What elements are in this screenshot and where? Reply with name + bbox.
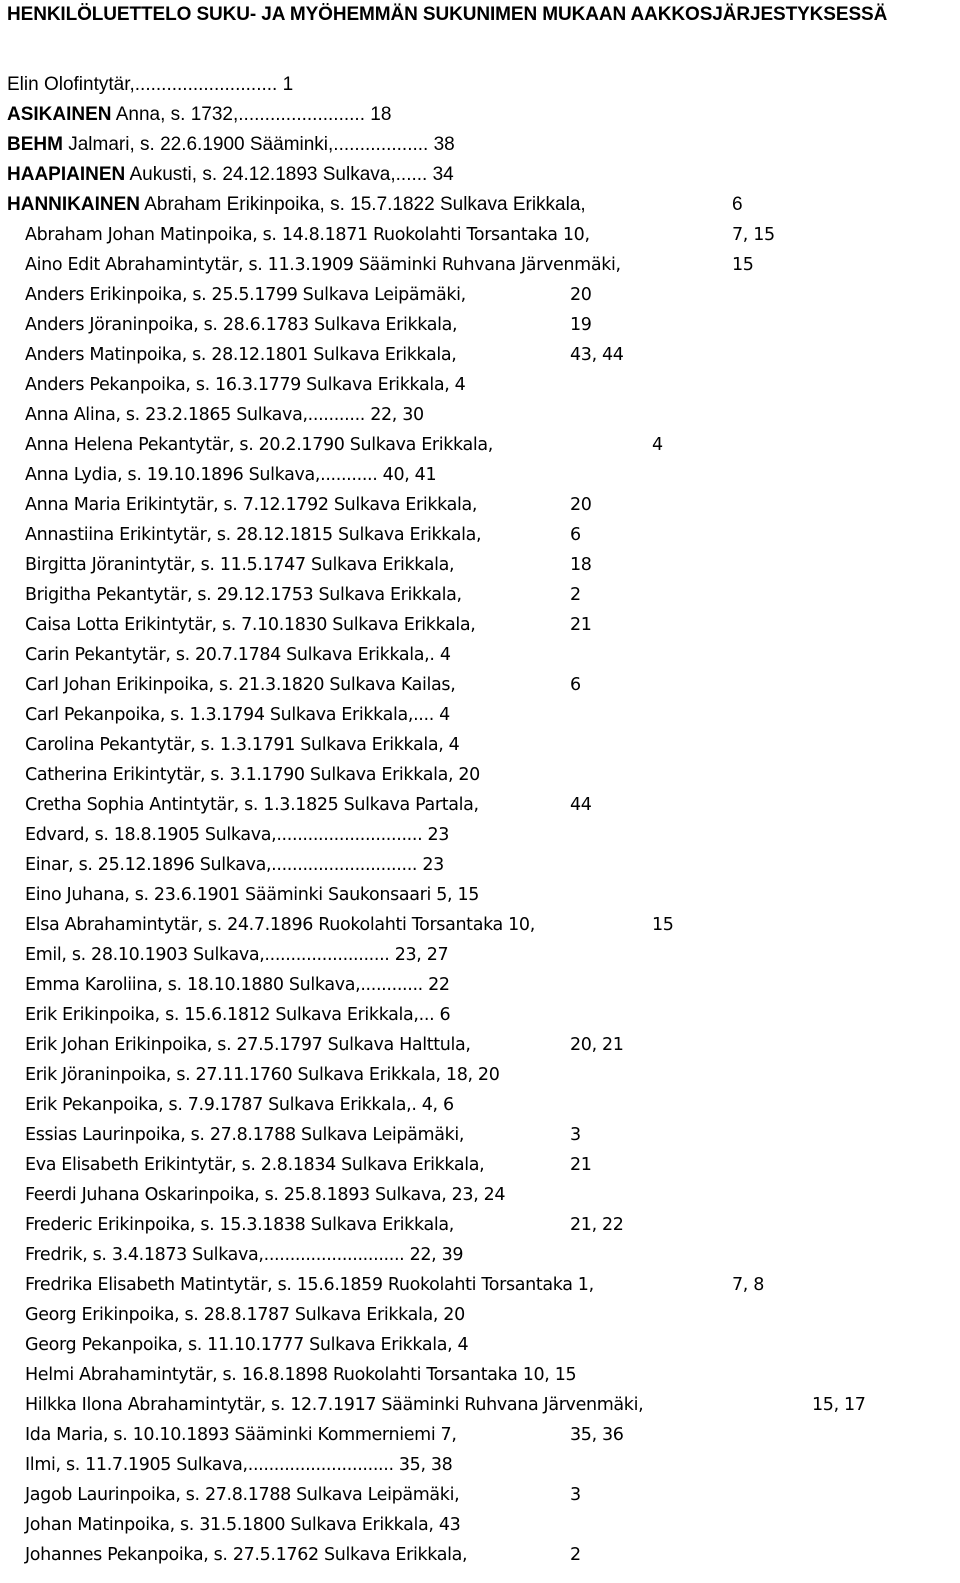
page-reference: 6 <box>570 525 581 545</box>
list-item <box>0 130 960 160</box>
person-entry-text <box>25 970 450 1000</box>
person-entry-text <box>25 250 621 280</box>
surname-label: ASIKAINEN <box>7 104 112 125</box>
entry-details: Erik Johan Erikinpoika, s. 27.5.1797 Sulkava Halttula, <box>25 1035 471 1055</box>
person-entry-text <box>7 190 586 220</box>
person-entry-text <box>25 1120 464 1150</box>
person-entry-text <box>25 730 459 760</box>
person-entry-text <box>25 940 448 970</box>
list-item <box>0 1150 960 1180</box>
list-item <box>0 70 960 100</box>
person-entry-text <box>25 490 477 520</box>
page-reference: 44 <box>570 795 592 815</box>
list-item <box>0 1120 960 1150</box>
list-item <box>0 1060 960 1090</box>
person-entry-text <box>25 400 424 430</box>
entry-details: Abraham Johan Matinpoika, s. 14.8.1871 Ruokolahti Torsantaka 10, <box>25 225 590 245</box>
person-entry-text <box>25 1270 594 1300</box>
person-entry-text <box>7 130 455 160</box>
person-entry-text <box>25 1390 643 1420</box>
person-entry-text <box>25 1450 452 1480</box>
list-item <box>0 250 960 280</box>
entry-details: Brigitha Pekantytär, s. 29.12.1753 Sulkava Erikkala, <box>25 585 462 605</box>
person-entry-text <box>25 700 450 730</box>
person-entry-text <box>25 1030 471 1060</box>
person-entry-text <box>25 1360 576 1390</box>
list-item <box>0 640 960 670</box>
entry-details: Anders Pekanpoika, s. 16.3.1779 Sulkava Erikkala, 4 <box>25 375 466 395</box>
list-item <box>0 490 960 520</box>
person-entry-text <box>25 670 455 700</box>
list-item <box>0 190 960 220</box>
entry-details: Johannes Pekanpoika, s. 27.5.1762 Sulkava Erikkala, <box>25 1545 468 1565</box>
page-reference: 6 <box>732 194 743 215</box>
entry-details: Annastiina Erikintytär, s. 28.12.1815 Sulkava Erikkala, <box>25 525 482 545</box>
entry-details: Emil, s. 28.10.1903 Sulkava,........................ 23, 27 <box>25 945 449 965</box>
entry-details: Birgitta Jöranintytär, s. 11.5.1747 Sulkava Erikkala, <box>25 555 455 575</box>
person-entry-text <box>25 1300 465 1330</box>
page-reference: 20 <box>570 285 592 305</box>
page-reference: 3 <box>570 1125 581 1145</box>
page-reference: 21 <box>570 615 592 635</box>
entry-details: Fredrik, s. 3.4.1873 Sulkava,........................... 22, 39 <box>25 1245 464 1265</box>
person-entry-text <box>25 1000 450 1030</box>
list-item <box>0 850 960 880</box>
entry-details: Eva Elisabeth Erikintytär, s. 2.8.1834 Sulkava Erikkala, <box>25 1155 485 1175</box>
entry-details: Einar, s. 25.12.1896 Sulkava,............................ 23 <box>25 855 444 875</box>
person-entry-text <box>25 640 451 670</box>
list-item <box>0 760 960 790</box>
entry-details: Feerdi Juhana Oskarinpoika, s. 25.8.1893 Sulkava, 23, 24 <box>25 1185 506 1205</box>
surname-label: BEHM <box>7 134 63 155</box>
list-item <box>0 1210 960 1240</box>
page-reference: 7, 8 <box>732 1275 764 1295</box>
list-item <box>0 400 960 430</box>
entry-details: Anders Erikinpoika, s. 25.5.1799 Sulkava Leipämäki, <box>25 285 466 305</box>
person-entry-text <box>25 340 457 370</box>
entry-details: Cretha Sophia Antintytär, s. 1.3.1825 Sulkava Partala, <box>25 795 479 815</box>
person-entry-text <box>25 220 590 250</box>
list-item <box>0 820 960 850</box>
list-item <box>0 1030 960 1060</box>
page-reference: 15 <box>652 915 674 935</box>
person-entry-text <box>25 820 449 850</box>
page-reference: 19 <box>570 315 592 335</box>
page-title: HENKILÖLUETTELO SUKU- JA MYÖHEMMÄN SUKUNIMEN MUKAAN AAKKOSJÄRJESTYKSESSÄ <box>7 4 888 25</box>
person-entry-text <box>25 430 493 460</box>
person-entry-text <box>25 1510 460 1540</box>
entry-details: Georg Erikinpoika, s. 28.8.1787 Sulkava Erikkala, 20 <box>25 1305 465 1325</box>
entry-details: Ida Maria, s. 10.10.1893 Sääminki Kommerniemi 7, <box>25 1425 457 1445</box>
list-item <box>0 580 960 610</box>
page-reference: 21 <box>570 1155 592 1175</box>
person-entry-text <box>7 100 391 130</box>
page-reference: 2 <box>570 1545 581 1565</box>
list-item <box>0 1480 960 1510</box>
entry-details: Elsa Abrahamintytär, s. 24.7.1896 Ruokolahti Torsantaka 10, <box>25 915 535 935</box>
list-item <box>0 1510 960 1540</box>
entry-details: Jalmari, s. 22.6.1900 Sääminki,.................. 38 <box>62 134 455 155</box>
entry-details: Hilkka Ilona Abrahamintytär, s. 12.7.1917 Sääminki Ruhvana Järvenmäki, <box>25 1395 644 1415</box>
entry-details: Georg Pekanpoika, s. 11.10.1777 Sulkava Erikkala, 4 <box>25 1335 469 1355</box>
surname-label: HANNIKAINEN <box>7 194 140 215</box>
person-entry-text <box>25 460 436 490</box>
entry-details: Erik Pekanpoika, s. 7.9.1787 Sulkava Erikkala,. 4, 6 <box>25 1095 454 1115</box>
page-reference: 2 <box>570 585 581 605</box>
list-item <box>0 1450 960 1480</box>
list-item <box>0 1540 960 1570</box>
entry-details: Anna Lydia, s. 19.10.1896 Sulkava,........... 40, 41 <box>25 465 437 485</box>
person-entry-text <box>25 1180 505 1210</box>
entry-details: Carl Pekanpoika, s. 1.3.1794 Sulkava Erikkala,.... 4 <box>25 705 450 725</box>
list-item <box>0 1180 960 1210</box>
list-item <box>0 430 960 460</box>
list-item <box>0 1000 960 1030</box>
entry-details: Anders Jöraninpoika, s. 28.6.1783 Sulkava Erikkala, <box>25 315 458 335</box>
entry-details: Anna Alina, s. 23.2.1865 Sulkava,........... 22, 30 <box>25 405 424 425</box>
list-item <box>0 940 960 970</box>
list-item <box>0 1090 960 1120</box>
list-item <box>0 340 960 370</box>
person-entry-text <box>7 70 293 100</box>
list-item <box>0 610 960 640</box>
list-item <box>0 520 960 550</box>
person-entry-text <box>25 550 454 580</box>
person-entry-text <box>25 1150 484 1180</box>
person-entry-text <box>25 1060 499 1090</box>
page-reference: 43, 44 <box>570 345 624 365</box>
list-item <box>0 460 960 490</box>
entry-details: Aukusti, s. 24.12.1893 Sulkava,...... 34 <box>125 164 454 185</box>
list-item <box>0 1240 960 1270</box>
person-entry-text <box>25 370 465 400</box>
list-item <box>0 220 960 250</box>
entry-details: Johan Matinpoika, s. 31.5.1800 Sulkava Erikkala, 43 <box>25 1515 461 1535</box>
page-reference: 35, 36 <box>570 1425 624 1445</box>
list-item <box>0 1300 960 1330</box>
entry-details: Edvard, s. 18.8.1905 Sulkava,............................ 23 <box>25 825 450 845</box>
page-reference: 15 <box>732 255 754 275</box>
person-entry-text <box>25 580 462 610</box>
person-entry-text <box>25 790 479 820</box>
page-reference: 7, 15 <box>732 225 775 245</box>
list-item <box>0 280 960 310</box>
list-item <box>0 1390 960 1420</box>
list-item <box>0 970 960 1000</box>
page-reference: 20 <box>570 495 592 515</box>
person-entry-text <box>25 1540 467 1570</box>
entry-details: Abraham Erikinpoika, s. 15.7.1822 Sulkava Erikkala, <box>140 194 586 215</box>
person-entry-text <box>25 280 466 310</box>
list-item <box>0 100 960 130</box>
entry-details: Fredrika Elisabeth Matintytär, s. 15.6.1859 Ruokolahti Torsantaka 1, <box>25 1275 594 1295</box>
list-item <box>0 160 960 190</box>
entry-details: Erik Jöraninpoika, s. 27.11.1760 Sulkava Erikkala, 18, 20 <box>25 1065 500 1085</box>
entry-details: Caisa Lotta Erikintytär, s. 7.10.1830 Sulkava Erikkala, <box>25 615 476 635</box>
person-entry-text <box>25 880 479 910</box>
list-item <box>0 1420 960 1450</box>
list-item <box>0 880 960 910</box>
entry-details: Emma Karoliina, s. 18.10.1880 Sulkava,............ 22 <box>25 975 450 995</box>
person-entry-text <box>25 1240 463 1270</box>
list-item <box>0 670 960 700</box>
page-reference: 15, 17 <box>812 1395 866 1415</box>
list-item <box>0 370 960 400</box>
person-entry-text <box>25 310 457 340</box>
person-entry-text <box>7 160 454 190</box>
list-item <box>0 1270 960 1300</box>
entry-details: Anders Matinpoika, s. 28.12.1801 Sulkava Erikkala, <box>25 345 457 365</box>
list-item <box>0 910 960 940</box>
person-entry-text <box>25 1210 454 1240</box>
page-reference: 6 <box>570 675 581 695</box>
person-entry-text <box>25 610 476 640</box>
page-reference: 3 <box>570 1485 581 1505</box>
entry-details: Essias Laurinpoika, s. 27.8.1788 Sulkava Leipämäki, <box>25 1125 465 1145</box>
list-item <box>0 730 960 760</box>
entry-details: Frederic Erikinpoika, s. 15.3.1838 Sulkava Erikkala, <box>25 1215 454 1235</box>
page-reference: 4 <box>652 435 663 455</box>
entry-details: Eino Juhana, s. 23.6.1901 Sääminki Saukonsaari 5, 15 <box>25 885 480 905</box>
list-item <box>0 1330 960 1360</box>
list-item <box>0 550 960 580</box>
person-entry-text <box>25 1330 468 1360</box>
list-item <box>0 310 960 340</box>
person-entry-text <box>25 520 481 550</box>
list-item <box>0 700 960 730</box>
entry-details: Anna Maria Erikintytär, s. 7.12.1792 Sulkava Erikkala, <box>25 495 478 515</box>
entry-details: Aino Edit Abrahamintytär, s. 11.3.1909 Sääminki Ruhvana Järvenmäki, <box>25 255 621 275</box>
entry-details: Jagob Laurinpoika, s. 27.8.1788 Sulkava Leipämäki, <box>25 1485 460 1505</box>
page-reference: 21, 22 <box>570 1215 624 1235</box>
entry-details: Elin Olofintytär,........................... 1 <box>7 74 294 95</box>
entry-details: Anna Helena Pekantytär, s. 20.2.1790 Sulkava Erikkala, <box>25 435 494 455</box>
person-entry-text <box>25 910 535 940</box>
entry-details: Ilmi, s. 11.7.1905 Sulkava,............................ 35, 38 <box>25 1455 453 1475</box>
entry-details: Anna, s. 1732,........................ 18 <box>111 104 392 125</box>
entry-details: Carl Johan Erikinpoika, s. 21.3.1820 Sulkava Kailas, <box>25 675 456 695</box>
page-reference: 20, 21 <box>570 1035 624 1055</box>
entry-details: Carin Pekantytär, s. 20.7.1784 Sulkava Erikkala,. 4 <box>25 645 451 665</box>
person-entry-text <box>25 1420 457 1450</box>
surname-label: HAAPIAINEN <box>7 164 126 185</box>
page-reference: 18 <box>570 555 592 575</box>
person-entry-text <box>25 850 444 880</box>
entry-details: Erik Erikinpoika, s. 15.6.1812 Sulkava Erikkala,... 6 <box>25 1005 451 1025</box>
person-entry-text <box>25 1090 454 1120</box>
entry-details: Helmi Abrahamintytär, s. 16.8.1898 Ruokolahti Torsantaka 10, 15 <box>25 1365 577 1385</box>
entry-details: Carolina Pekantytär, s. 1.3.1791 Sulkava Erikkala, 4 <box>25 735 460 755</box>
entry-details: Catherina Erikintytär, s. 3.1.1790 Sulkava Erikkala, 20 <box>25 765 480 785</box>
person-entry-text <box>25 1480 459 1510</box>
list-item <box>0 790 960 820</box>
person-entry-text <box>25 760 480 790</box>
list-item <box>0 1360 960 1390</box>
